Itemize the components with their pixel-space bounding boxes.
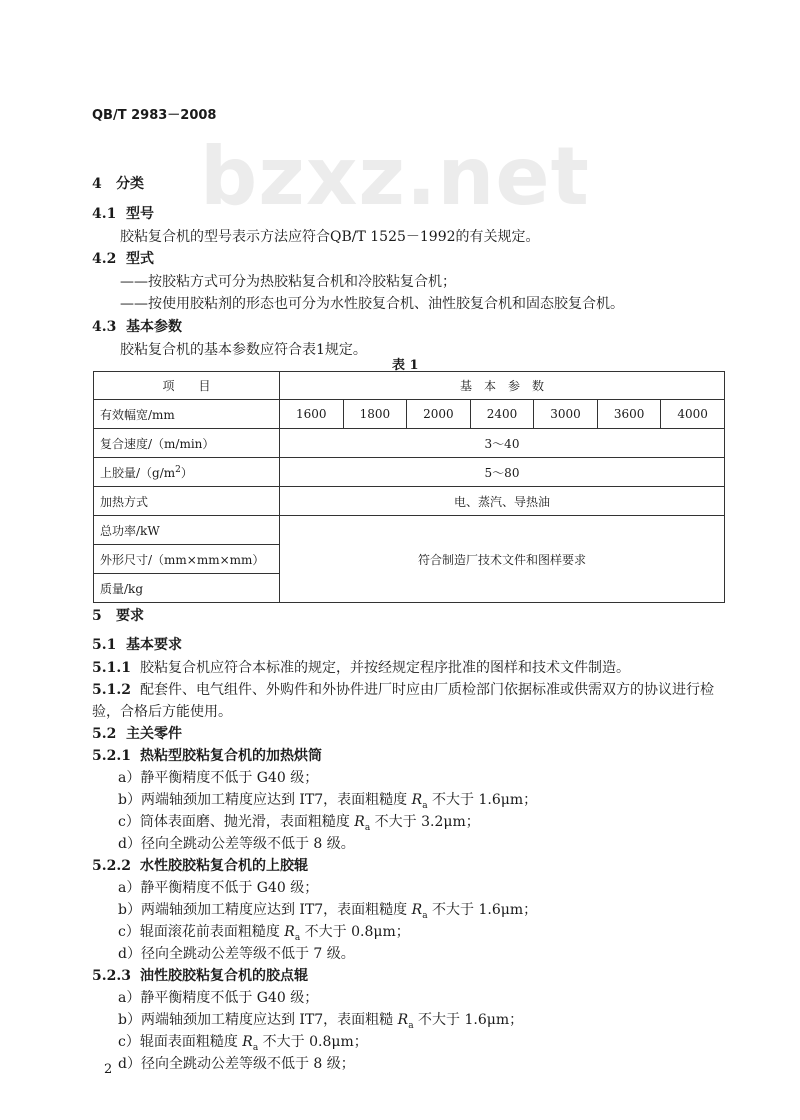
table-header-row <box>94 372 725 400</box>
section-5-2-1-heading <box>92 745 322 765</box>
table-header-item: 项 目 <box>94 372 280 400</box>
section-5-1-heading <box>92 634 182 654</box>
symbol-r: R <box>411 902 423 918</box>
section-title: 基本要求 <box>126 637 182 653</box>
section-number: 5.1.2 <box>92 682 131 698</box>
table-cell: 4000 <box>661 400 725 429</box>
section-number: 5.2.2 <box>92 858 131 874</box>
table-cell-label <box>94 458 280 487</box>
list-item <box>118 1031 368 1053</box>
list-item: d）径向全跳动公差等级不低于 8 级。 <box>118 836 355 852</box>
item-text: b）两端轴颈加工精度应达到 IT7，表面粗糙度 <box>118 792 412 808</box>
table-caption: 表 1 <box>392 358 419 373</box>
subscript: a <box>294 932 301 943</box>
section-5-1-2 <box>92 679 714 699</box>
list-item <box>118 789 537 811</box>
table-header-params: 基 本 参 数 <box>280 372 725 400</box>
section-4-heading <box>92 173 144 193</box>
list-item <box>118 921 410 943</box>
section-4-1-text: 胶粘复合机的型号表示方法应符合QB/T 1525－1992的有关规定。 <box>120 229 540 245</box>
table-row <box>94 487 725 516</box>
watermark: bzxz.net <box>200 130 590 223</box>
item-text: b）两端轴颈加工精度应达到 IT7，表面粗糙 <box>118 1012 398 1028</box>
section-title: 主关零件 <box>126 726 182 742</box>
superscript: 2 <box>175 464 181 475</box>
item-text: c）筒体表面磨、抛光滑，表面粗糙度 <box>118 814 355 830</box>
section-number: 5.2.1 <box>92 748 131 764</box>
list-item: ——按使用胶粘剂的形态也可分为水性胶复合机、油性胶复合机和固态胶复合机。 <box>120 296 624 312</box>
subscript: a <box>252 1042 259 1053</box>
section-title: 热粘型胶粘复合机的加热烘筒 <box>140 748 322 764</box>
table-1 <box>93 371 725 603</box>
list-item <box>118 1009 523 1031</box>
table-row <box>94 400 725 429</box>
section-4-2-heading <box>92 248 154 268</box>
table-cell-label: 总功率/kW <box>94 516 280 545</box>
list-item: d）径向全跳动公差等级不低于 7 级。 <box>118 946 355 962</box>
section-number: 5.1 <box>92 637 117 653</box>
table-cell: 1800 <box>343 400 407 429</box>
item-text: 不大于 1.6μm； <box>427 792 538 808</box>
item-text: b）两端轴颈加工精度应达到 IT7，表面粗糙度 <box>118 902 412 918</box>
table-cell-label: 外形尺寸/（mm×mm×mm） <box>94 545 280 574</box>
item-text: c）辊面滚花前表面粗糙度 <box>118 924 285 940</box>
section-title: 型号 <box>126 206 154 222</box>
section-number: 5 <box>92 608 102 624</box>
section-5-2-heading <box>92 723 182 743</box>
label-text: ） <box>180 465 193 480</box>
table-cell: 3600 <box>597 400 661 429</box>
section-number: 4.2 <box>92 251 117 267</box>
symbol-r: R <box>242 1034 253 1050</box>
symbol-r: R <box>397 1012 409 1028</box>
table-cell: 3～40 <box>280 429 725 458</box>
paragraph-continuation: 验，合格后方能使用。 <box>92 704 232 720</box>
table-cell-label: 有效幅宽/mm <box>94 400 280 429</box>
section-number: 5.2.3 <box>92 968 131 984</box>
table-cell-label: 加热方式 <box>94 487 280 516</box>
list-item: a）静平衡精度不低于 G40 级； <box>118 770 319 786</box>
section-title: 型式 <box>126 251 154 267</box>
subscript: a <box>422 910 428 921</box>
item-text: 不大于 1.6μm； <box>413 1012 524 1028</box>
item-text: c）辊面表面粗糙度 <box>118 1034 243 1050</box>
table-cell-label: 复合速度/（m/min） <box>94 429 280 458</box>
table-row <box>94 516 725 545</box>
section-number: 4.1 <box>92 206 117 222</box>
section-5-2-3-heading <box>92 965 308 985</box>
section-4-3-heading <box>92 316 182 336</box>
section-4-1-heading <box>92 203 154 223</box>
table-cell: 1600 <box>280 400 344 429</box>
doc-code-header: QB/T 2983－2008 <box>92 108 217 123</box>
subscript: a <box>422 800 428 811</box>
section-5-2-2-heading <box>92 855 308 875</box>
list-item <box>118 811 480 833</box>
symbol-r: R <box>284 924 295 940</box>
section-number: 5.2 <box>92 726 117 742</box>
section-number: 4 <box>92 176 102 192</box>
item-text: 不大于 0.8μm； <box>258 1034 368 1050</box>
section-title: 油性胶胶粘复合机的胶点辊 <box>140 968 308 984</box>
subscript: a <box>364 822 371 833</box>
section-number: 4.3 <box>92 319 117 335</box>
table-row <box>94 458 725 487</box>
paragraph-text: 胶粘复合机应符合本标准的规定，并按经规定程序批准的图样和技术文件制造。 <box>140 660 630 676</box>
table-cell: 2000 <box>407 400 471 429</box>
section-number: 5.1.1 <box>92 660 131 676</box>
table-cell: 2400 <box>470 400 534 429</box>
table-row <box>94 429 725 458</box>
table-cell: 电、蒸汽、导热油 <box>280 487 725 516</box>
symbol-r: R <box>411 792 423 808</box>
list-item: d）径向全跳动公差等级不低于 8 级； <box>118 1056 355 1072</box>
item-text: 不大于 3.2μm； <box>370 814 480 830</box>
symbol-r: R <box>354 814 365 830</box>
list-item: a）静平衡精度不低于 G40 级； <box>118 880 319 896</box>
table-cell: 3000 <box>534 400 598 429</box>
subscript: a <box>408 1020 414 1031</box>
list-item: a）静平衡精度不低于 G40 级； <box>118 990 319 1006</box>
table-cell: 5～80 <box>280 458 725 487</box>
list-item: ——按胶粘方式可分为热胶粘复合机和冷胶粘复合机； <box>120 274 456 290</box>
section-title: 基本参数 <box>126 319 182 335</box>
table-cell-label: 质量/kg <box>94 574 280 603</box>
section-title: 分类 <box>116 176 144 192</box>
section-title: 水性胶胶粘复合机的上胶辊 <box>140 858 308 874</box>
section-4-3-text: 胶粘复合机的基本参数应符合表1规定。 <box>120 342 367 358</box>
item-text: 不大于 0.8μm； <box>300 924 410 940</box>
item-text: 不大于 1.6μm； <box>427 902 538 918</box>
section-title: 要求 <box>116 608 144 624</box>
table-cell-merged: 符合制造厂技术文件和图样要求 <box>280 516 725 603</box>
paragraph-text: 配套件、电气组件、外购件和外协件进厂时应由厂质检部门依据标准或供需双方的协议进行检 <box>140 682 714 698</box>
section-5-heading <box>92 605 144 625</box>
section-5-1-1 <box>92 657 630 677</box>
page-number: 2 <box>104 1062 113 1077</box>
label-text: 上胶量/（g/m <box>100 465 176 480</box>
list-item <box>118 899 537 921</box>
